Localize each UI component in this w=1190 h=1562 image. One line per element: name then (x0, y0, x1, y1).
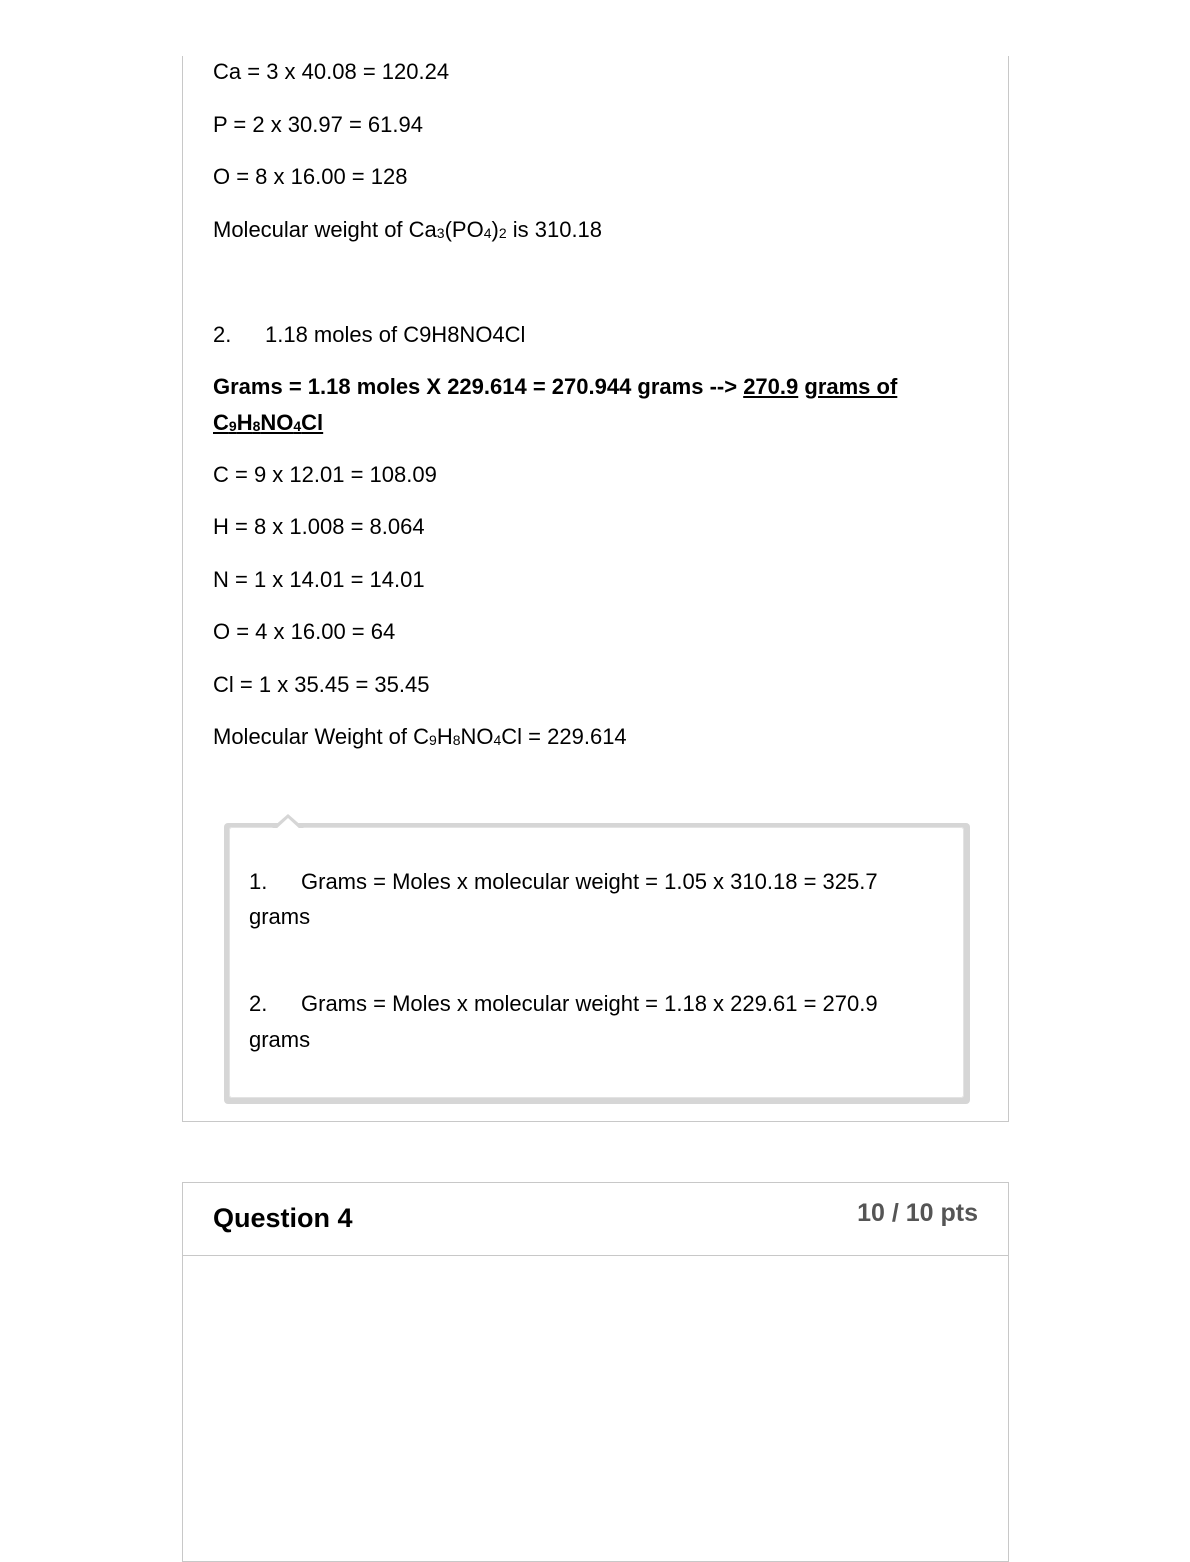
answer-value: 270.9 (743, 374, 799, 399)
grams-result-formula: $C_9H_8NO_4Cl$ (213, 410, 324, 435)
chlorine-calc: Cl = 1 x 35.45 = 35.45 (213, 672, 430, 697)
phosphorus-calc: P = 2 x 30.97 = 61.94 (213, 112, 423, 137)
question-4-card (182, 1182, 1009, 1562)
comment-item-2-cont: grams (249, 1027, 311, 1052)
question-title: Question 4 (213, 1203, 353, 1233)
question-points: 10 / 10 pts (857, 1199, 978, 1227)
carbon-calc: C = 9 x 12.01 = 108.09 (213, 462, 437, 487)
comment-item-1: 1. Grams = Moles x molecular weight = 1.05 x 310.18 = 325.7 (249, 869, 878, 894)
hydrogen-calc: H = 8 x 1.008 = 8.064 (213, 514, 425, 539)
oxygen-calc: O = 8 x 16.00 = 128 (213, 164, 408, 189)
grams-result-line: Grams = 1.18 moles X 229.614 = 270.944 grams --> 270.9 grams of (213, 374, 898, 399)
molecular-weight-2: Molecular Weight of $C_9H_8NO_4Cl = 229.614$ (213, 724, 627, 749)
comment-item-2: 2. Grams = Moles x molecular weight = 1.18 x 229.61 = 270.9 (249, 991, 878, 1016)
calcium-calc: Ca = 3 x 40.08 = 120.24 (213, 59, 450, 84)
question-header (183, 1183, 1008, 1256)
item-2-heading: 2. 1.18 moles of C9H8NO4Cl (213, 322, 526, 347)
oxygen-calc-2: O = 4 x 16.00 = 64 (213, 619, 396, 644)
comment-item-1-cont: grams (249, 904, 311, 929)
molecular-weight-1: Molecular weight of $Ca_3(PO_4)_2$ is 310.18 (213, 217, 603, 242)
nitrogen-calc: N = 1 x 14.01 = 14.01 (213, 567, 425, 592)
